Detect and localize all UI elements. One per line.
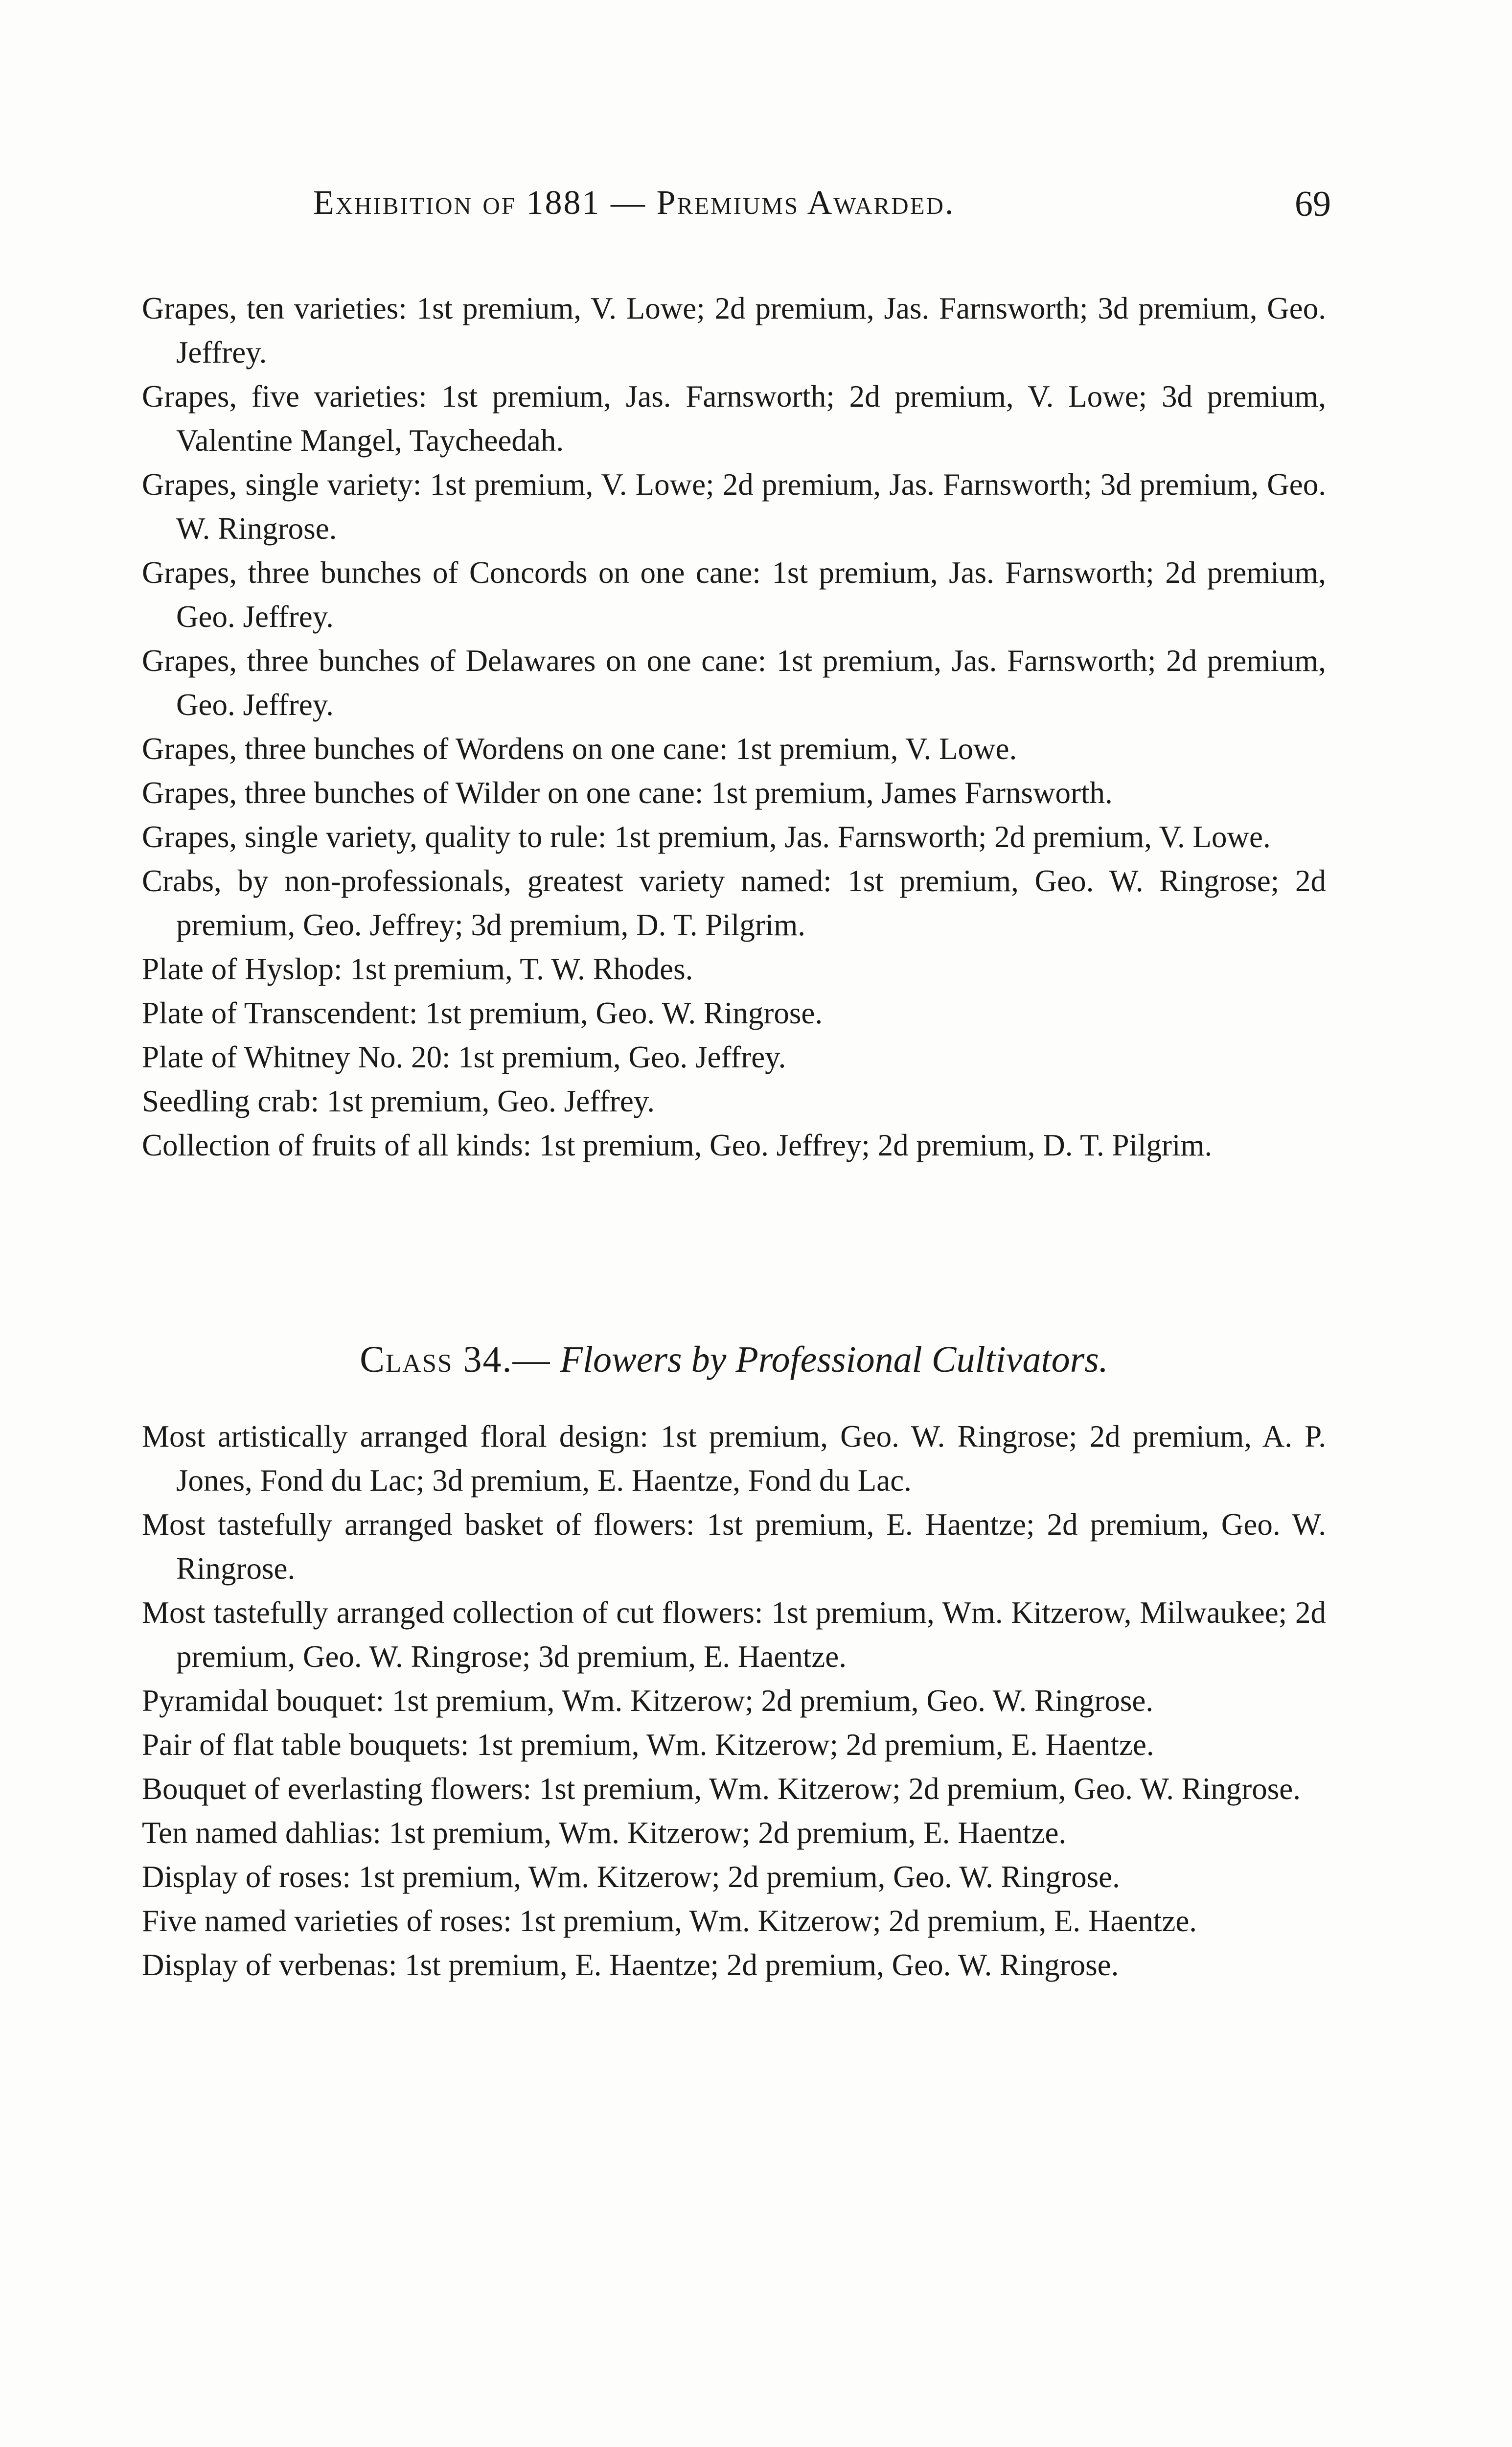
premium-entry: Pyramidal bouquet: 1st premium, Wm. Kitzerow; 2d premium, Geo. W. Ringrose. [142, 1684, 1154, 1718]
class-title: Flowers by Professional Cultivators. [560, 1339, 1108, 1380]
premium-entry: Pair of flat table bouquets: 1st premium, Wm. Kitzerow; 2d premium, E. Haentze. [142, 1728, 1154, 1762]
running-head [313, 184, 1331, 237]
premium-entry: Most artistically arranged floral design: 1st premium, Geo. W. Ringrose; 2d premium, A. P. Jones, Fond du Lac; 3d premium, E. Haentze, Fond du Lac. [142, 1419, 1326, 1498]
premium-entry: Five named varieties of roses: 1st premium, Wm. Kitzerow; 2d premium, E. Haentze. [142, 1904, 1197, 1938]
premium-entry: Most tastefully arranged basket of flowers: 1st premium, E. Haentze; 2d premium, Geo. W. Ringrose. [142, 1507, 1326, 1586]
premium-entry: Plate of Transcendent: 1st premium, Geo. W. Ringrose. [142, 996, 823, 1030]
premium-entry: Seedling crab: 1st premium, Geo. Jeffrey. [142, 1084, 655, 1118]
premium-entry: Grapes, three bunches of Delawares on one cane: 1st premium, Jas. Farnsworth; 2d premium, Geo. Jeffrey. [142, 644, 1326, 722]
flower-premiums-list [142, 1414, 1326, 1987]
premium-entry: Most tastefully arranged collection of cut flowers: 1st premium, Wm. Kitzerow, Milwaukee; 2d premium, Geo. W. Ringrose; 3d premium, E. Haentze. [142, 1595, 1326, 1674]
premium-entry: Display of roses: 1st premium, Wm. Kitzerow; 2d premium, Geo. W. Ringrose. [142, 1860, 1120, 1894]
premium-entry: Grapes, three bunches of Wilder on one cane: 1st premium, James Farnsworth. [142, 776, 1113, 810]
class-number: Class 34.— [360, 1339, 551, 1380]
premium-entry: Ten named dahlias: 1st premium, Wm. Kitzerow; 2d premium, E. Haentze. [142, 1816, 1067, 1850]
premium-entry: Crabs, by non-professionals, greatest variety named: 1st premium, Geo. W. Ringrose; 2d premium, Geo. Jeffrey; 3d premium, D. T. Pilgrim. [142, 864, 1326, 942]
premium-entry: Grapes, single variety, quality to rule: 1st premium, Jas. Farnsworth; 2d premium, V. Lowe. [142, 820, 1271, 854]
premium-entry: Grapes, three bunches of Concords on one cane: 1st premium, Jas. Farnsworth; 2d premium, Geo. Jeffrey. [142, 555, 1326, 634]
premium-entry: Grapes, three bunches of Wordens on one cane: 1st premium, V. Lowe. [142, 732, 1017, 766]
fruit-premiums-list [142, 286, 1326, 1167]
premium-entry: Display of verbenas: 1st premium, E. Haentze; 2d premium, Geo. W. Ringrose. [142, 1948, 1119, 1982]
premium-entry: Plate of Hyslop: 1st premium, T. W. Rhodes. [142, 952, 693, 986]
premium-entry: Grapes, five varieties: 1st premium, Jas. Farnsworth; 2d premium, V. Lowe; 3d premium, Valentine Mangel, Taycheedah. [142, 379, 1326, 458]
running-title: Exhibition of 1881 — Premiums Awarded. [313, 184, 955, 222]
premium-entry: Grapes, ten varieties: 1st premium, V. Lowe; 2d premium, Jas. Farnsworth; 3d premium, Geo. Jeffrey. [142, 291, 1326, 369]
premium-entry: Grapes, single variety: 1st premium, V. Lowe; 2d premium, Jas. Farnsworth; 3d premium, Geo. W. Ringrose. [142, 467, 1326, 546]
premium-entry: Bouquet of everlasting flowers: 1st premium, Wm. Kitzerow; 2d premium, Geo. W. Ringrose. [142, 1772, 1301, 1806]
premium-entry: Collection of fruits of all kinds: 1st premium, Geo. Jeffrey; 2d premium, D. T. Pilgrim. [142, 1128, 1213, 1162]
page-number: 69 [1295, 184, 1331, 224]
class-heading [142, 1339, 1326, 1392]
premium-entry: Plate of Whitney No. 20: 1st premium, Geo. Jeffrey. [142, 1040, 786, 1074]
